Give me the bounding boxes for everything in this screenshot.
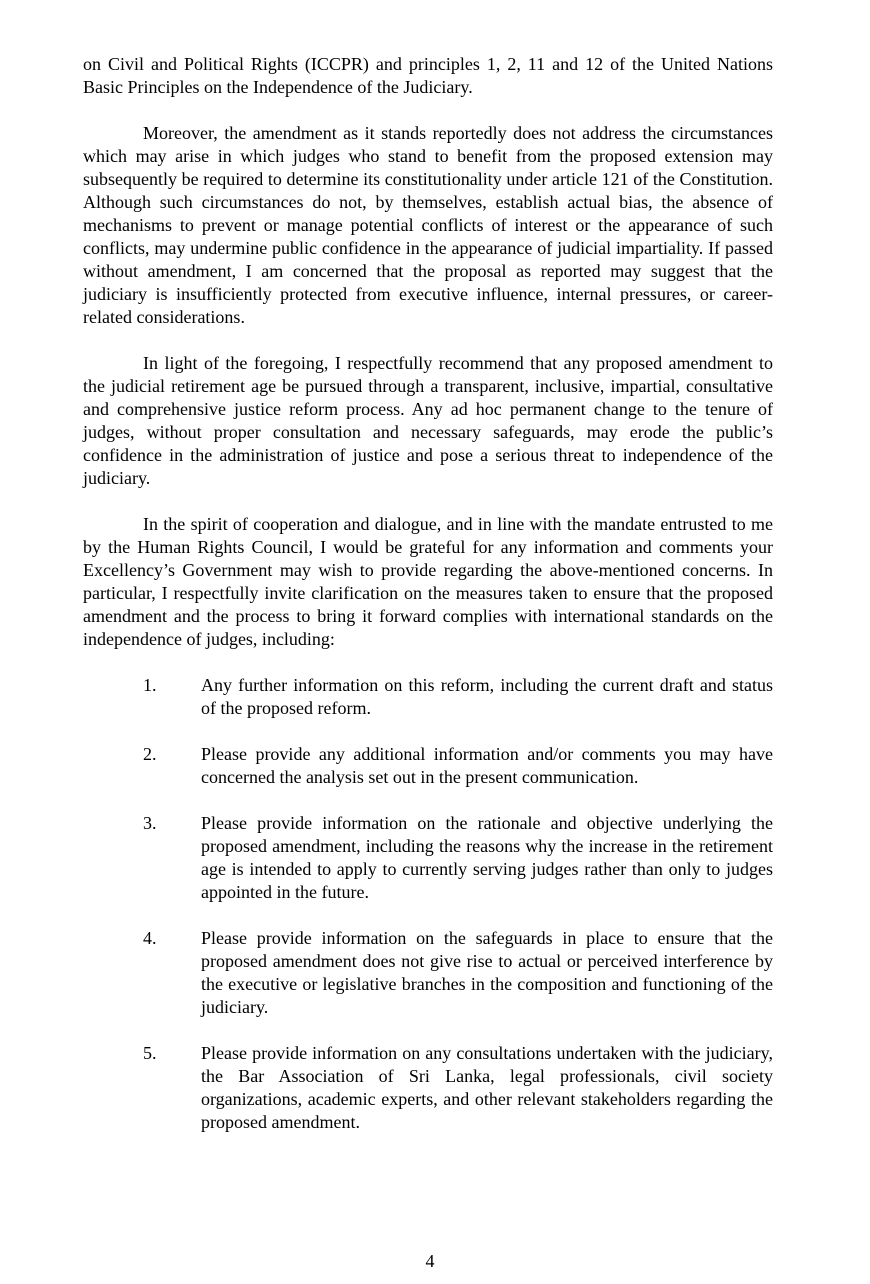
paragraph-request-information: In the spirit of cooperation and dialogue, and in line with the mandate entrusted to me by the Human Rights Council, I would be grateful for any information and comments your Excellency’s Government may wish to provide regarding the above-mentioned concerns. In particular, I respectfully invite clarification on the measures taken to ensure that the proposed amendment and the process to bring it forward complies with international standards on the independence of judges, including: bbox=[83, 514, 773, 649]
paragraph-recommendation: In light of the foregoing, I respectfully recommend that any proposed amendment to the judicial retirement age be pursued through a transparent, inclusive, impartial, consultative and comprehensive justice reform process. Any ad hoc permanent change to the tenure of judges, without proper consultation and necessary safeguards, may erode the public’s confidence in the administration of justice and pose a serious threat to independence of the judiciary. bbox=[83, 353, 773, 488]
page-number: 4 bbox=[425, 1251, 435, 1271]
list-item-text: Please provide any additional information and/or comments you may have concerned the analysis set out in the present communication. bbox=[201, 744, 773, 787]
list-item-text: Any further information on this reform, including the current draft and status of the proposed reform. bbox=[201, 675, 773, 718]
list-item-number: 5. bbox=[143, 1043, 157, 1063]
list-item bbox=[83, 927, 773, 1019]
paragraph-continuation: on Civil and Political Rights (ICCPR) and principles 1, 2, 11 and 12 of the United Nations Basic Principles on the Independence of the Judiciary. bbox=[83, 54, 773, 97]
list-item bbox=[83, 1042, 773, 1134]
list-item-number: 1. bbox=[143, 675, 157, 695]
list-item-number: 2. bbox=[143, 744, 157, 764]
document-page bbox=[83, 53, 773, 1157]
list-item-text: Please provide information on the safeguards in place to ensure that the proposed amendment does not give rise to actual or perceived interference by the executive or legislative branches in the composition and functioning of the judiciary. bbox=[201, 928, 773, 1017]
list-item bbox=[83, 674, 773, 720]
list-item bbox=[83, 812, 773, 904]
list-item-number: 3. bbox=[143, 813, 157, 833]
list-item-text: Please provide information on the rationale and objective underlying the proposed amendment, including the reasons why the increase in the retirement age is intended to apply to currently serving judges rather than only to judges appointed in the future. bbox=[201, 813, 773, 902]
request-list bbox=[83, 674, 773, 1134]
list-item-text: Please provide information on any consultations undertaken with the judiciary, the Bar Association of Sri Lanka, legal professionals, civil society organizations, academic experts, and other relevant stakeholders regarding the proposed amendment. bbox=[201, 1043, 773, 1132]
paragraph-amendment-concerns: Moreover, the amendment as it stands reportedly does not address the circumstances which may arise in which judges who stand to benefit from the proposed extension may subsequently be required to determine its constitutionality under article 121 of the Constitution. Although such circumstances do not, by themselves, establish actual bias, the absence of mechanisms to prevent or manage potential conflicts of interest or the appearance of such conflicts, may undermine public confidence in the appearance of judicial impartiality. If passed without amendment, I am concerned that the proposal as reported may suggest that the judiciary is insufficiently protected from executive influence, internal pressures, or career-related considerations. bbox=[83, 123, 773, 327]
list-item bbox=[83, 743, 773, 789]
list-item-number: 4. bbox=[143, 928, 157, 948]
